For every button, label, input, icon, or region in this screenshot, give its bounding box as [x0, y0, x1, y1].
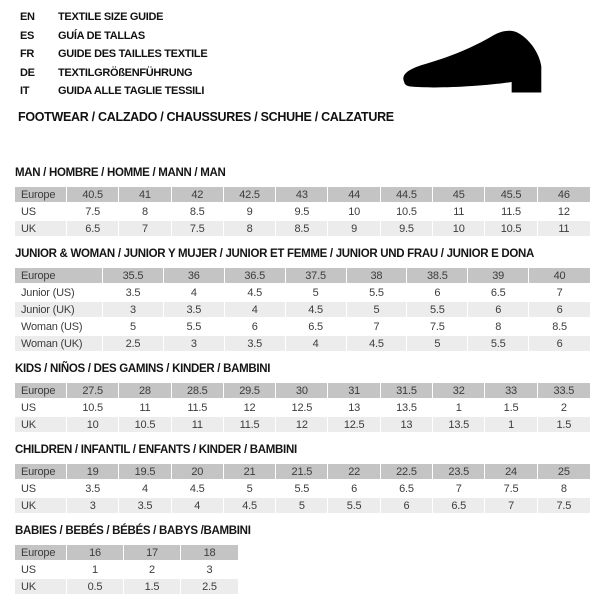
size-cell: 6 [328, 481, 380, 496]
size-cell: 21.5 [276, 464, 328, 479]
table-row [15, 400, 590, 415]
language-row [20, 82, 207, 101]
table-row [15, 268, 590, 283]
size-cell: 6 [529, 336, 590, 351]
size-section [15, 167, 590, 238]
shoe-icon [398, 28, 573, 96]
table-row [15, 336, 590, 351]
size-cell: 9 [328, 221, 380, 236]
size-cell: 5.5 [276, 481, 328, 496]
size-cell: 1.5 [538, 417, 590, 432]
size-cell: 2 [124, 562, 181, 577]
size-cell: 2.5 [181, 579, 238, 594]
size-cell: 11 [119, 400, 171, 415]
language-code: ES [20, 29, 35, 42]
size-cell: 6.5 [468, 285, 529, 300]
size-cell: 8 [224, 221, 276, 236]
size-cell: 4 [225, 302, 286, 317]
size-cell: 5 [407, 336, 468, 351]
language-title: GUÍA DE TALLAS [58, 29, 145, 42]
size-cell: 13.5 [433, 417, 485, 432]
size-cell: 7 [433, 481, 485, 496]
size-cell: 10.5 [119, 417, 171, 432]
size-cell: 16 [67, 545, 124, 560]
size-cell: 3.5 [164, 302, 225, 317]
size-section [15, 525, 590, 596]
size-cell: 5 [347, 302, 408, 317]
size-cell: 5.5 [468, 336, 529, 351]
size-cell: 13 [381, 417, 433, 432]
language-row [20, 45, 207, 64]
size-cell: 30 [276, 383, 328, 398]
size-cell: 7 [347, 319, 408, 334]
size-cell: 7 [485, 498, 537, 513]
size-cell: 4.5 [224, 498, 276, 513]
size-cell: 4 [286, 336, 347, 351]
size-cell: 33.5 [538, 383, 590, 398]
size-cell: 4.5 [347, 336, 408, 351]
size-cell: 25 [538, 464, 590, 479]
row-label-cell: UK [15, 579, 67, 594]
section-title: JUNIOR & WOMAN / JUNIOR Y MUJER / JUNIOR ET FEMME / JUNIOR UND FRAU / JUNIOR E DONA [15, 248, 535, 260]
size-cell: 13 [328, 400, 380, 415]
size-cell: 39 [468, 268, 529, 283]
row-label-cell: Europe [15, 545, 67, 560]
size-cell: 10 [433, 221, 485, 236]
size-cell: 9.5 [381, 221, 433, 236]
size-cell: 11.5 [172, 400, 224, 415]
size-cell: 7.5 [407, 319, 468, 334]
size-cell: 36.5 [225, 268, 286, 283]
size-cell: 1 [67, 562, 124, 577]
size-cell: 6 [529, 302, 590, 317]
language-code: EN [20, 11, 35, 24]
row-label-cell: US [15, 400, 67, 415]
table-row [15, 383, 590, 398]
table-row [15, 285, 590, 300]
size-cell: 5 [286, 285, 347, 300]
size-cell: 8.5 [529, 319, 590, 334]
size-cell: 28 [119, 383, 171, 398]
size-cell: 6 [407, 285, 468, 300]
size-cell: 19.5 [119, 464, 171, 479]
size-cell: 29.5 [224, 383, 276, 398]
size-cell: 21 [224, 464, 276, 479]
language-code: DE [20, 66, 35, 79]
size-cell: 5.5 [347, 285, 408, 300]
size-cell: 11 [172, 417, 224, 432]
size-cell: 3.5 [67, 481, 119, 496]
table-row [15, 498, 590, 513]
size-cell: 4 [164, 285, 225, 300]
size-cell: 12 [276, 417, 328, 432]
size-cell: 4 [119, 481, 171, 496]
size-cell: 2 [538, 400, 590, 415]
size-cell: 7.5 [485, 481, 537, 496]
size-cell: 42 [172, 187, 224, 202]
size-cell: 11 [433, 204, 485, 219]
size-cell: 8.5 [172, 204, 224, 219]
size-cell: 8.5 [276, 221, 328, 236]
language-row [20, 27, 207, 46]
size-cell: 45.5 [485, 187, 537, 202]
size-section [15, 444, 590, 515]
size-cell: 12.5 [276, 400, 328, 415]
size-cell: 6 [468, 302, 529, 317]
size-cell: 20 [172, 464, 224, 479]
size-cell: 24 [485, 464, 537, 479]
size-cell: 4.5 [225, 285, 286, 300]
table-row [15, 464, 590, 479]
table-row [15, 481, 590, 496]
size-cell: 3 [67, 498, 119, 513]
size-cell: 12 [224, 400, 276, 415]
size-cell: 45 [433, 187, 485, 202]
size-cell: 8 [119, 204, 171, 219]
size-cell: 43 [276, 187, 328, 202]
table-row [15, 562, 238, 577]
table-row [15, 302, 590, 317]
size-cell: 33 [485, 383, 537, 398]
size-cell: 13.5 [381, 400, 433, 415]
size-cell: 6 [225, 319, 286, 334]
size-cell: 28.5 [172, 383, 224, 398]
language-code: IT [20, 85, 30, 98]
section-title: BABIES / BEBÉS / BÉBÉS / BABYS /BAMBINI [15, 525, 251, 537]
size-table [15, 266, 590, 353]
size-cell: 31.5 [381, 383, 433, 398]
row-label-cell: Woman (US) [15, 319, 103, 334]
size-cell: 40.5 [67, 187, 119, 202]
row-label-cell: Europe [15, 383, 67, 398]
table-row [15, 579, 238, 594]
section-title: MAN / HOMBRE / HOMME / MANN / MAN [15, 167, 226, 179]
size-cell: 7.5 [172, 221, 224, 236]
row-label-cell: UK [15, 417, 67, 432]
size-cell: 22 [328, 464, 380, 479]
size-cell: 11.5 [485, 204, 537, 219]
size-cell: 11 [538, 221, 590, 236]
size-table [15, 185, 590, 238]
size-cell: 1.5 [485, 400, 537, 415]
language-row [20, 64, 207, 83]
size-cell: 10 [67, 417, 119, 432]
size-cell: 27.5 [67, 383, 119, 398]
row-label-cell: Woman (UK) [15, 336, 103, 351]
table-row [15, 545, 238, 560]
size-cell: 3.5 [225, 336, 286, 351]
size-cell: 12.5 [328, 417, 380, 432]
language-list [20, 8, 207, 101]
size-cell: 7 [529, 285, 590, 300]
language-row [20, 8, 207, 27]
size-cell: 4.5 [286, 302, 347, 317]
table-row [15, 319, 590, 334]
size-cell: 4 [172, 498, 224, 513]
size-cell: 11.5 [224, 417, 276, 432]
table-row [15, 221, 590, 236]
size-cell: 5.5 [164, 319, 225, 334]
size-cell: 1 [433, 400, 485, 415]
section-title: CHILDREN / INFANTIL / ENFANTS / KINDER / BAMBINI [15, 444, 297, 456]
size-cell: 7 [119, 221, 171, 236]
size-cell: 17 [124, 545, 181, 560]
size-cell: 6.5 [381, 481, 433, 496]
size-cell: 10.5 [67, 400, 119, 415]
row-label-cell: Europe [15, 464, 67, 479]
row-label-cell: US [15, 562, 67, 577]
size-cell: 6.5 [286, 319, 347, 334]
size-cell: 44.5 [381, 187, 433, 202]
size-cell: 0.5 [67, 579, 124, 594]
size-section [15, 248, 590, 353]
row-label-cell: UK [15, 498, 67, 513]
size-cell: 38 [347, 268, 408, 283]
size-cell: 10.5 [485, 221, 537, 236]
table-row [15, 417, 590, 432]
size-cell: 5.5 [407, 302, 468, 317]
size-cell: 10 [328, 204, 380, 219]
size-cell: 10.5 [381, 204, 433, 219]
size-cell: 1 [485, 417, 537, 432]
language-title: TEXTILGRÖßENFÜHRUNG [58, 66, 193, 79]
row-label-cell: Europe [15, 268, 103, 283]
size-cell: 41 [119, 187, 171, 202]
size-cell: 7.5 [538, 498, 590, 513]
size-cell: 19 [67, 464, 119, 479]
size-cell: 7.5 [67, 204, 119, 219]
size-cell: 18 [181, 545, 238, 560]
size-cell: 3 [181, 562, 238, 577]
size-cell: 35.5 [103, 268, 164, 283]
size-cell: 9 [224, 204, 276, 219]
row-label-cell: Junior (US) [15, 285, 103, 300]
size-cell: 36 [164, 268, 225, 283]
language-title: TEXTILE SIZE GUIDE [58, 11, 164, 24]
size-cell: 5 [276, 498, 328, 513]
language-title: GUIDE DES TAILLES TEXTILE [58, 48, 208, 61]
size-cell: 46 [538, 187, 590, 202]
size-cell: 9.5 [276, 204, 328, 219]
size-cell: 38.5 [407, 268, 468, 283]
category-title: FOOTWEAR / CALZADO / CHAUSSURES / SCHUHE / CALZATURE [18, 110, 394, 124]
size-cell: 3.5 [119, 498, 171, 513]
size-cell: 31 [328, 383, 380, 398]
size-cell: 42.5 [224, 187, 276, 202]
size-cell: 5.5 [328, 498, 380, 513]
size-cell: 4.5 [172, 481, 224, 496]
size-table [15, 543, 238, 596]
size-cell: 6 [381, 498, 433, 513]
size-cell: 3 [164, 336, 225, 351]
row-label-cell: UK [15, 221, 67, 236]
size-cell: 40 [529, 268, 590, 283]
size-cell: 5 [224, 481, 276, 496]
size-cell: 2.5 [103, 336, 164, 351]
size-cell: 1.5 [124, 579, 181, 594]
size-cell: 3.5 [103, 285, 164, 300]
size-cell: 5 [103, 319, 164, 334]
row-label-cell: US [15, 204, 67, 219]
size-cell: 6.5 [67, 221, 119, 236]
language-title: GUIDA ALLE TAGLIE TESSILI [58, 85, 205, 98]
size-section [15, 363, 590, 434]
row-label-cell: US [15, 481, 67, 496]
size-table [15, 381, 590, 434]
language-code: FR [20, 48, 35, 61]
table-row [15, 187, 590, 202]
row-label-cell: Junior (UK) [15, 302, 103, 317]
row-label-cell: Europe [15, 187, 67, 202]
section-title: KIDS / NIÑOS / DES GAMINS / KINDER / BAMBINI [15, 363, 271, 375]
size-cell: 8 [538, 481, 590, 496]
size-cell: 3 [103, 302, 164, 317]
size-cell: 23.5 [433, 464, 485, 479]
size-cell: 22.5 [381, 464, 433, 479]
table-row [15, 204, 590, 219]
size-cell: 44 [328, 187, 380, 202]
size-tables [15, 167, 590, 600]
size-cell: 32 [433, 383, 485, 398]
size-cell: 12 [538, 204, 590, 219]
size-table [15, 462, 590, 515]
size-cell: 6.5 [433, 498, 485, 513]
size-cell: 8 [468, 319, 529, 334]
size-cell: 37.5 [286, 268, 347, 283]
